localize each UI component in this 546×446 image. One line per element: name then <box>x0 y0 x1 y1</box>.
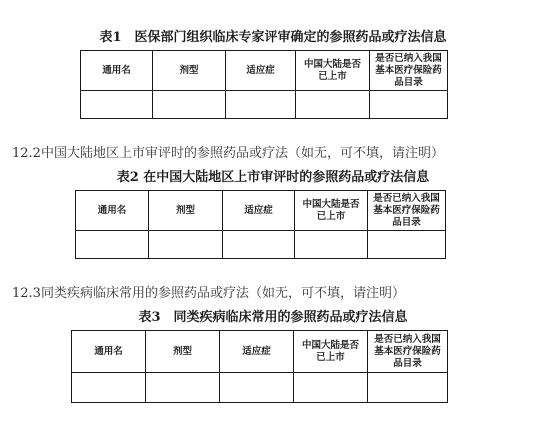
table-2-header-insurance-catalog: 是否已纳入我国基本医疗保险药品目录 <box>368 191 446 231</box>
table-1-header-row <box>81 51 448 91</box>
table-3-cell[interactable] <box>220 373 294 403</box>
table-3-title: 表3 同类疾病临床常用的参照药品或疗法信息 <box>138 310 408 325</box>
table-2-header-generic-name: 通用名 <box>76 191 149 231</box>
table-row <box>81 91 448 119</box>
table-2-cell[interactable] <box>149 231 223 259</box>
table-2-header-mainland-listed: 中国大陆是否已上市 <box>295 191 368 231</box>
table-3-header-indication: 适应症 <box>220 331 294 373</box>
table-1-cell[interactable] <box>81 91 153 119</box>
table-3-cell[interactable] <box>146 373 220 403</box>
table-2-cell[interactable] <box>223 231 295 259</box>
table-1-header-mainland-listed: 中国大陆是否已上市 <box>296 51 370 91</box>
section-12-3-heading: 12.3同类疾病临床常用的参照药品或疗法（如无，可不填，请注明） <box>12 286 405 301</box>
table-2 <box>75 190 446 259</box>
table-1-cell[interactable] <box>153 91 226 119</box>
section-12-2-heading: 12.2中国大陆地区上市审评时的参照药品或疗法（如无，可不填，请注明） <box>12 146 444 161</box>
table-3 <box>71 330 448 403</box>
table-3-header-dosage-form: 剂型 <box>146 331 220 373</box>
table-1-header-generic-name: 通用名 <box>81 51 153 91</box>
table-3-cell[interactable] <box>294 373 368 403</box>
table-1-title: 表1 医保部门组织临床专家评审确定的参照药品或疗法信息 <box>99 30 447 45</box>
table-2-header-dosage-form: 剂型 <box>149 191 223 231</box>
table-3-header-row <box>72 331 448 373</box>
table-2-cell[interactable] <box>368 231 446 259</box>
table-2-cell[interactable] <box>295 231 368 259</box>
table-3-header-mainland-listed: 中国大陆是否已上市 <box>294 331 368 373</box>
table-1-header-insurance-catalog: 是否已纳入我国基本医疗保险药品目录 <box>370 51 448 91</box>
table-2-header-indication: 适应症 <box>223 191 295 231</box>
table-row <box>72 373 448 403</box>
table-row <box>76 231 446 259</box>
table-2-title: 表2 在中国大陆地区上市审评时的参照药品或疗法信息 <box>116 170 430 185</box>
table-1-cell[interactable] <box>226 91 296 119</box>
table-3-header-generic-name: 通用名 <box>72 331 146 373</box>
table-2-header-row <box>76 191 446 231</box>
table-1-header-dosage-form: 剂型 <box>153 51 226 91</box>
table-3-cell[interactable] <box>72 373 146 403</box>
table-3-header-insurance-catalog: 是否已纳入我国基本医疗保险药品目录 <box>368 331 448 373</box>
table-1 <box>80 50 448 119</box>
table-1-header-indication: 适应症 <box>226 51 296 91</box>
table-1-cell[interactable] <box>296 91 370 119</box>
table-2-cell[interactable] <box>76 231 149 259</box>
table-3-cell[interactable] <box>368 373 448 403</box>
table-1-cell[interactable] <box>370 91 448 119</box>
